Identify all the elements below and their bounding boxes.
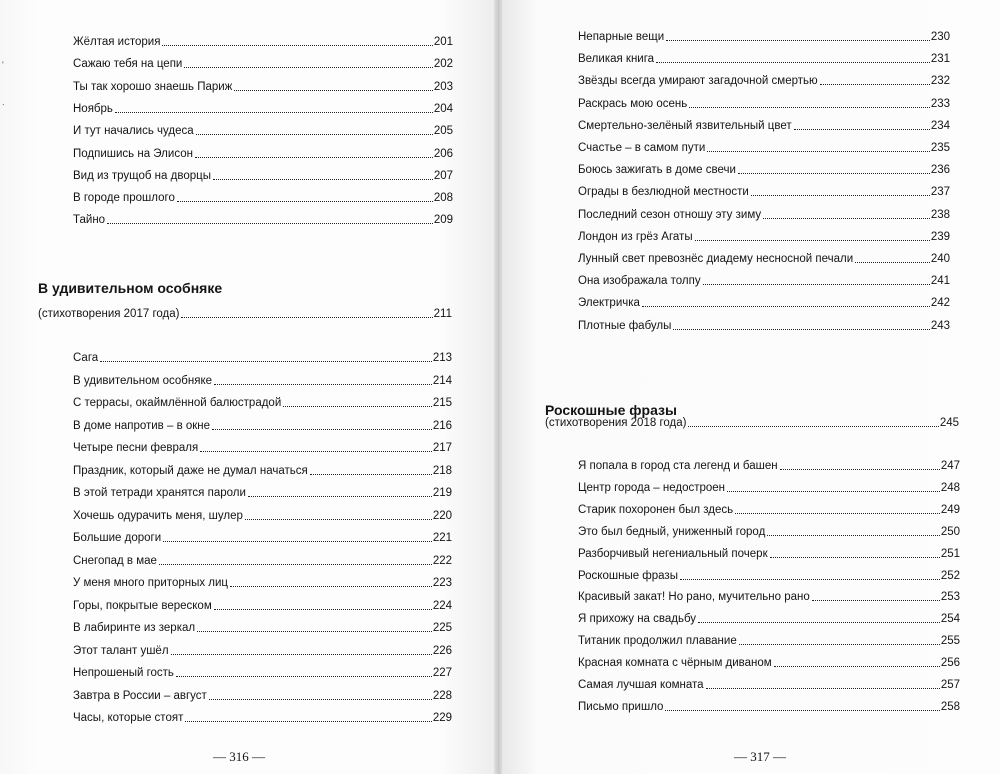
dot-leader — [185, 721, 431, 722]
dot-leader — [245, 519, 432, 520]
toc-entry[interactable] — [73, 487, 452, 500]
page-number: 217 — [432, 442, 452, 454]
toc-entry-title: Красивый закат! Но рано, мучительно рано — [578, 591, 810, 604]
dot-leader — [230, 586, 432, 587]
toc-entry[interactable] — [578, 142, 950, 155]
dot-leader — [181, 317, 432, 318]
dot-leader — [680, 579, 940, 580]
dot-leader — [763, 218, 930, 219]
toc-entry[interactable] — [578, 613, 960, 626]
dot-leader — [200, 451, 432, 452]
page-number: 251 — [940, 547, 960, 560]
page-number: 257 — [940, 679, 960, 691]
toc-entry-title: Ноябрь — [73, 102, 113, 115]
dot-leader — [735, 513, 940, 514]
page-number: 254 — [940, 613, 960, 626]
dot-leader — [283, 406, 432, 407]
toc-entry[interactable] — [578, 53, 950, 66]
page-number: 220 — [432, 509, 452, 522]
toc-entry[interactable] — [578, 231, 950, 244]
page-number: 238 — [930, 208, 950, 221]
toc-entry[interactable] — [578, 98, 950, 111]
dot-leader — [751, 195, 930, 196]
page-number: 209 — [433, 214, 453, 227]
dot-leader — [855, 262, 930, 263]
section-title-left: В удивительном особняке — [38, 280, 223, 296]
dot-leader — [695, 240, 930, 241]
dot-leader — [213, 179, 433, 180]
toc-entry[interactable] — [73, 81, 453, 94]
toc-entry-title: Этот талант ушёл — [73, 644, 169, 657]
dot-leader — [176, 676, 432, 677]
dot-leader — [727, 491, 940, 492]
page-number: 216 — [432, 419, 452, 432]
page-number: 214 — [432, 374, 452, 387]
dot-leader — [698, 622, 940, 623]
section-subtitle-right: (стихотворения 2018 года) — [545, 417, 687, 429]
page-number: 233 — [930, 97, 950, 110]
toc-entry-title: Я прихожу на свадьбу — [578, 613, 697, 626]
dot-leader — [642, 306, 930, 307]
page-number: 227 — [432, 667, 452, 679]
dot-leader — [707, 151, 930, 152]
toc-entry-title: Снегопад в мае — [73, 554, 157, 567]
toc-entry[interactable] — [73, 214, 453, 227]
page-number: 201 — [433, 36, 453, 48]
toc-entry-title: В доме напротив – в окне — [73, 419, 211, 432]
toc-entry-title: Счастье – в самом пути — [578, 142, 706, 154]
page-number: 249 — [940, 503, 960, 516]
toc-entry[interactable] — [73, 125, 453, 138]
dot-leader — [214, 609, 432, 610]
page-number: 234 — [930, 119, 950, 132]
toc-entry-title: Сажаю тебя на цепи — [73, 58, 183, 71]
page-number: 241 — [930, 275, 950, 288]
toc-entry[interactable] — [578, 460, 960, 473]
toc-entry[interactable] — [73, 58, 453, 71]
toc-entry-title: Хочешь одурачить меня, шулер — [73, 509, 243, 522]
toc-entry-title: Самая лучшая комната — [578, 679, 704, 691]
toc-entry[interactable] — [73, 148, 453, 161]
dot-leader — [820, 84, 930, 85]
toc-entry[interactable] — [73, 170, 453, 183]
toc-entry[interactable] — [73, 712, 452, 725]
dot-leader — [310, 474, 432, 475]
toc-entry[interactable] — [73, 577, 452, 590]
dot-leader — [196, 134, 433, 135]
toc-entry-title: Непрошеный гость — [73, 667, 174, 679]
page-number: 204 — [433, 102, 453, 115]
toc-entry[interactable] — [578, 297, 950, 310]
page-number: 206 — [433, 147, 453, 160]
dot-leader — [738, 173, 930, 174]
page-number: 205 — [433, 125, 453, 138]
toc-entry-title: Сага — [73, 352, 99, 364]
toc-entry-title: Она изображала толпу — [578, 275, 701, 288]
dot-leader — [197, 631, 432, 632]
toc-entry[interactable] — [578, 526, 960, 539]
page-number: 225 — [432, 622, 452, 634]
dot-leader — [774, 666, 940, 667]
margin-mark: . — [2, 97, 5, 107]
page-number: 237 — [930, 186, 950, 199]
toc-entry-title: Ты так хорошо знаешь Париж — [73, 80, 233, 93]
toc-entry[interactable] — [578, 75, 950, 88]
toc-entry[interactable] — [73, 36, 453, 49]
folio-right: — 317 — — [734, 749, 786, 764]
page-number: 239 — [930, 230, 950, 243]
toc-entry[interactable] — [578, 657, 960, 670]
toc-entry-title: И тут начались чудеса — [73, 125, 194, 138]
toc-entry-title: В удивительном особняке — [73, 374, 212, 387]
dot-leader — [248, 496, 432, 497]
toc-entry[interactable] — [73, 532, 452, 545]
toc-entry[interactable] — [578, 548, 960, 561]
folio-left: — 316 — — [213, 749, 265, 764]
toc-entry-title: Это был бедный, униженный город — [578, 525, 766, 538]
page-number: 256 — [940, 657, 960, 670]
dot-leader — [665, 710, 939, 711]
toc-entry-title: Звёзды всегда умирают загадочной смертью — [578, 75, 818, 88]
page-number: 207 — [433, 169, 453, 182]
dot-leader — [689, 107, 930, 108]
dot-leader — [212, 429, 432, 430]
toc-entry[interactable] — [73, 375, 452, 388]
page-number: 232 — [930, 75, 950, 88]
toc-entry[interactable] — [578, 164, 950, 177]
page-number: 211 — [433, 308, 452, 320]
toc-entry-title: Титаник продолжил плавание — [578, 635, 737, 648]
page-number: 242 — [930, 297, 950, 310]
toc-entry-title: Я попала в город ста легенд и башен — [578, 460, 778, 472]
toc-entry-title: Лондон из грёз Агаты — [578, 230, 693, 243]
dot-leader — [812, 600, 940, 601]
toc-entry[interactable] — [578, 482, 960, 495]
dot-leader — [794, 129, 930, 130]
page-number: 250 — [940, 525, 960, 538]
page-number: 219 — [432, 487, 452, 499]
dot-leader — [214, 384, 432, 385]
dot-leader — [234, 90, 432, 91]
dot-leader — [100, 361, 432, 362]
toc-entry[interactable] — [578, 591, 960, 604]
toc-entry[interactable] — [73, 397, 452, 410]
toc-entry[interactable] — [73, 510, 452, 523]
page-number: 252 — [940, 569, 960, 582]
page-number: 255 — [940, 635, 960, 648]
section-subtitle-left-entry[interactable] — [38, 308, 452, 321]
toc-entry[interactable] — [73, 690, 452, 703]
toc-entry-title: У меня много приторных лиц — [73, 577, 229, 589]
page-number: 215 — [432, 397, 452, 409]
page-number: 253 — [940, 591, 960, 604]
toc-entry[interactable] — [578, 320, 950, 333]
page-number: 236 — [930, 164, 950, 177]
toc-entry-title: В этой тетради хранятся пароли — [73, 487, 246, 499]
toc-entry-title: Боюсь зажигать в доме свечи — [578, 164, 736, 177]
toc-entry-title: В городе прошлого — [73, 192, 175, 205]
toc-entry-title: Тайно — [73, 214, 106, 227]
dot-leader — [177, 201, 433, 202]
toc-entry-title: Ограды в безлюдной местности — [578, 186, 749, 199]
dot-leader — [780, 469, 940, 470]
dot-leader — [162, 45, 432, 46]
section-title-right: Роскошные фразы — [545, 402, 677, 418]
page-number: 247 — [940, 460, 960, 472]
toc-entry-title: Большие дороги — [73, 532, 162, 544]
dot-leader — [706, 688, 940, 689]
page-number: 223 — [432, 577, 452, 589]
toc-entry-title: Праздник, который даже не думал начаться — [73, 464, 308, 477]
dot-leader — [107, 223, 433, 224]
toc-entry[interactable] — [73, 555, 452, 568]
toc-entry-title: Роскошные фразы — [578, 569, 678, 582]
page-number: 243 — [930, 319, 950, 332]
section-subtitle-right-entry[interactable] — [545, 417, 959, 430]
dot-leader — [184, 67, 432, 68]
page-number: 235 — [930, 142, 950, 154]
toc-entry-title: Красная комната с чёрным диваном — [578, 657, 772, 670]
dot-leader — [770, 557, 940, 558]
page-number: 231 — [930, 53, 950, 66]
toc-entry-title: Последний сезон отношу эту зиму — [578, 208, 762, 221]
toc-entry-title: Электричка — [578, 297, 640, 310]
toc-entry[interactable] — [578, 209, 950, 222]
dot-leader — [159, 564, 432, 565]
toc-entry-title: Четыре песни февраля — [73, 442, 199, 454]
toc-entry-title: Подпишись на Элисон — [73, 147, 193, 160]
toc-entry[interactable] — [578, 275, 950, 288]
toc-entry[interactable] — [578, 701, 960, 714]
margin-mark: ' — [2, 60, 4, 70]
dot-leader — [171, 654, 432, 655]
toc-entry[interactable] — [578, 120, 950, 133]
toc-entry[interactable] — [73, 645, 452, 658]
toc-entry[interactable] — [73, 192, 453, 205]
page-number: 228 — [432, 689, 452, 702]
page-number: 229 — [432, 712, 452, 724]
toc-entry-title: Старик похоронен был здесь — [578, 503, 734, 516]
toc-entry-title: Вид из трущоб на дворцы — [73, 169, 211, 182]
toc-entry[interactable] — [578, 186, 950, 199]
page-number: 226 — [432, 644, 452, 657]
section-subtitle-left: (стихотворения 2017 года) — [38, 308, 180, 320]
toc-entry-title: Лунный свет превознёс диадему несносной печали — [578, 253, 854, 265]
page-number: 221 — [432, 532, 452, 544]
toc-entry-title: Непарные вещи — [578, 31, 665, 43]
toc-entry[interactable] — [73, 465, 452, 478]
dot-leader — [656, 62, 930, 63]
page-number: 230 — [930, 31, 950, 43]
dot-leader — [163, 541, 432, 542]
page-number: 203 — [433, 80, 453, 93]
toc-entry[interactable] — [578, 679, 960, 692]
page-number: 222 — [432, 554, 452, 567]
page-number: 213 — [432, 352, 452, 364]
dot-leader — [673, 329, 929, 330]
page-number: 245 — [939, 417, 959, 429]
dot-leader — [688, 426, 938, 427]
page-number: 218 — [432, 464, 452, 477]
dot-leader — [666, 40, 930, 41]
toc-entry-title: Горы, покрытые вереском — [73, 599, 212, 612]
toc-entry-title: Раскрась мою осень — [578, 97, 688, 110]
dot-leader — [195, 157, 433, 158]
toc-entry-title: В лабиринте из зеркал — [73, 622, 196, 634]
toc-entry-title: Разборчивый негениальный почерк — [578, 547, 768, 560]
book-gutter — [494, 0, 502, 774]
toc-entry-title: Плотные фабулы — [578, 319, 672, 332]
page-number: 224 — [432, 599, 452, 612]
toc-entry-title: Письмо пришло — [578, 700, 664, 713]
toc-entry-title: Часы, которые стоят — [73, 712, 184, 724]
toc-entry-title: Жёлтая история — [73, 36, 161, 48]
toc-entry[interactable] — [578, 31, 950, 44]
page-number: 248 — [940, 481, 960, 494]
toc-entry-title: Смертельно-зелёный язвительный цвет — [578, 119, 792, 132]
page-number: 240 — [930, 253, 950, 265]
toc-entry[interactable] — [578, 253, 950, 266]
toc-entry[interactable] — [578, 635, 960, 648]
toc-entry[interactable] — [73, 352, 452, 365]
toc-entry[interactable] — [73, 600, 452, 613]
dot-leader — [209, 699, 432, 700]
toc-entry-title: Центр города – недостроен — [578, 481, 726, 494]
toc-entry-title: Завтра в России – август — [73, 689, 207, 702]
toc-entry[interactable] — [73, 622, 452, 635]
toc-entry[interactable] — [73, 420, 452, 433]
page-number: 208 — [433, 192, 453, 205]
dot-leader — [739, 644, 940, 645]
toc-entry[interactable] — [578, 570, 960, 583]
toc-entry[interactable] — [578, 504, 960, 517]
page-number: 258 — [940, 700, 960, 713]
toc-entry[interactable] — [73, 442, 452, 455]
toc-entry-title: Великая книга — [578, 53, 655, 66]
toc-entry[interactable] — [73, 103, 453, 116]
dot-leader — [767, 535, 940, 536]
dot-leader — [703, 284, 930, 285]
toc-entry-title: С террасы, окаймлённой балюстрадой — [73, 397, 282, 409]
page-number: 202 — [433, 58, 453, 71]
dot-leader — [115, 112, 433, 113]
toc-entry[interactable] — [73, 667, 452, 680]
